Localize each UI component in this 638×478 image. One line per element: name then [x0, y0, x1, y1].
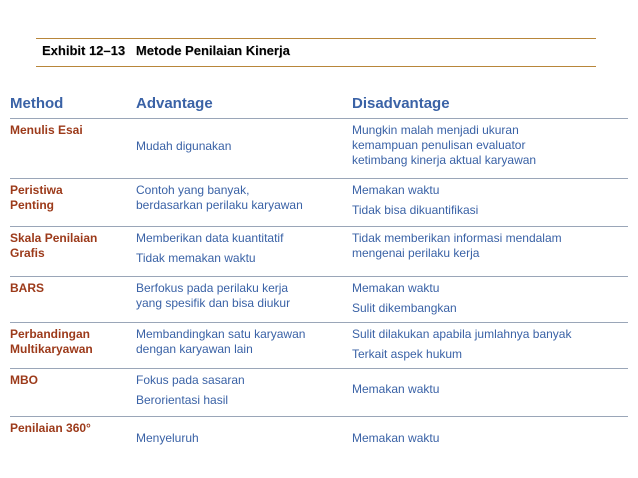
advantage-text: Mudah digunakan	[136, 139, 232, 153]
method-cell	[10, 323, 128, 369]
title-rule-bottom	[36, 66, 596, 67]
disadvantage-text: Tidak memberikan informasi mendalam	[352, 231, 562, 245]
disadvantage-cell	[344, 119, 628, 179]
disadvantage-cell	[344, 369, 628, 417]
disadvantage-text: Memakan waktu	[352, 431, 440, 445]
method-label: Skala Penilaian	[10, 231, 98, 245]
disadvantage-text: ketimbang kinerja aktual karyawan	[352, 153, 537, 167]
method-label: Multikaryawan	[10, 342, 93, 356]
disadvantage-text: Mungkin malah menjadi ukuran	[352, 123, 519, 137]
advantage-text: Contoh yang banyak,	[136, 183, 250, 197]
table-row	[10, 277, 628, 323]
advantage-cell	[128, 119, 344, 179]
advantage-text: Memberikan data kuantitatif	[136, 231, 284, 245]
disadvantage-text: Tidak bisa dikuantifikasi	[352, 203, 479, 217]
disadvantage-text: Terkait aspek hukum	[352, 347, 463, 361]
disadvantage-cell	[344, 179, 628, 227]
title-rule-top	[36, 38, 596, 39]
table-header-row	[10, 88, 628, 119]
advantage-text: Menyeluruh	[136, 431, 199, 445]
table-row	[10, 417, 628, 457]
advantage-text: Membandingkan satu karyawan	[136, 327, 306, 341]
disadvantage-text: kemampuan penulisan evaluator	[352, 138, 526, 152]
method-label: Penilaian 360°	[10, 421, 91, 435]
header-advantage: Advantage	[128, 88, 344, 119]
table-row	[10, 179, 628, 227]
advantage-text: dengan karyawan lain	[136, 342, 253, 356]
method-label: Perbandingan	[10, 327, 91, 341]
method-cell	[10, 417, 128, 457]
disadvantage-cell	[344, 227, 628, 277]
exhibit-title: Exhibit 12–13 Metode Penilaian Kinerja	[42, 43, 290, 58]
method-label: Grafis	[10, 246, 45, 260]
disadvantage-text: Memakan waktu	[352, 281, 440, 295]
advantage-text: Tidak memakan waktu	[136, 251, 256, 265]
disadvantage-text: Sulit dilakukan apabila jumlahnya banyak	[352, 327, 572, 341]
disadvantage-text: Memakan waktu	[352, 382, 440, 396]
method-label: Menulis Esai	[10, 123, 83, 137]
method-label: MBO	[10, 373, 38, 387]
advantage-cell	[128, 323, 344, 369]
disadvantage-cell	[344, 277, 628, 323]
disadvantage-text: Sulit dikembangkan	[352, 301, 457, 315]
method-label: BARS	[10, 281, 45, 295]
advantage-text: Fokus pada sasaran	[136, 373, 245, 387]
disadvantage-cell	[344, 323, 628, 369]
method-label: Penting	[10, 198, 54, 212]
table-row	[10, 369, 628, 417]
table-row	[10, 323, 628, 369]
method-cell	[10, 119, 128, 179]
advantage-text: Berorientasi hasil	[136, 393, 229, 407]
advantage-text: yang spesifik dan bisa diukur	[136, 296, 291, 310]
advantage-cell	[128, 277, 344, 323]
disadvantage-cell	[344, 417, 628, 457]
method-cell	[10, 369, 128, 417]
advantage-cell	[128, 227, 344, 277]
header-disadvantage: Disadvantage	[344, 88, 628, 119]
method-cell	[10, 179, 128, 227]
disadvantage-text: Memakan waktu	[352, 183, 440, 197]
method-cell	[10, 227, 128, 277]
table-row	[10, 227, 628, 277]
advantage-cell	[128, 369, 344, 417]
header-method: Method	[10, 88, 128, 119]
advantage-text: Berfokus pada perilaku kerja	[136, 281, 289, 295]
disadvantage-text: mengenai perilaku kerja	[352, 246, 480, 260]
methods-table	[10, 88, 628, 457]
advantage-text: berdasarkan perilaku karyawan	[136, 198, 303, 212]
method-cell	[10, 277, 128, 323]
table-row	[10, 119, 628, 179]
method-label: Peristiwa	[10, 183, 63, 197]
advantage-cell	[128, 417, 344, 457]
advantage-cell	[128, 179, 344, 227]
